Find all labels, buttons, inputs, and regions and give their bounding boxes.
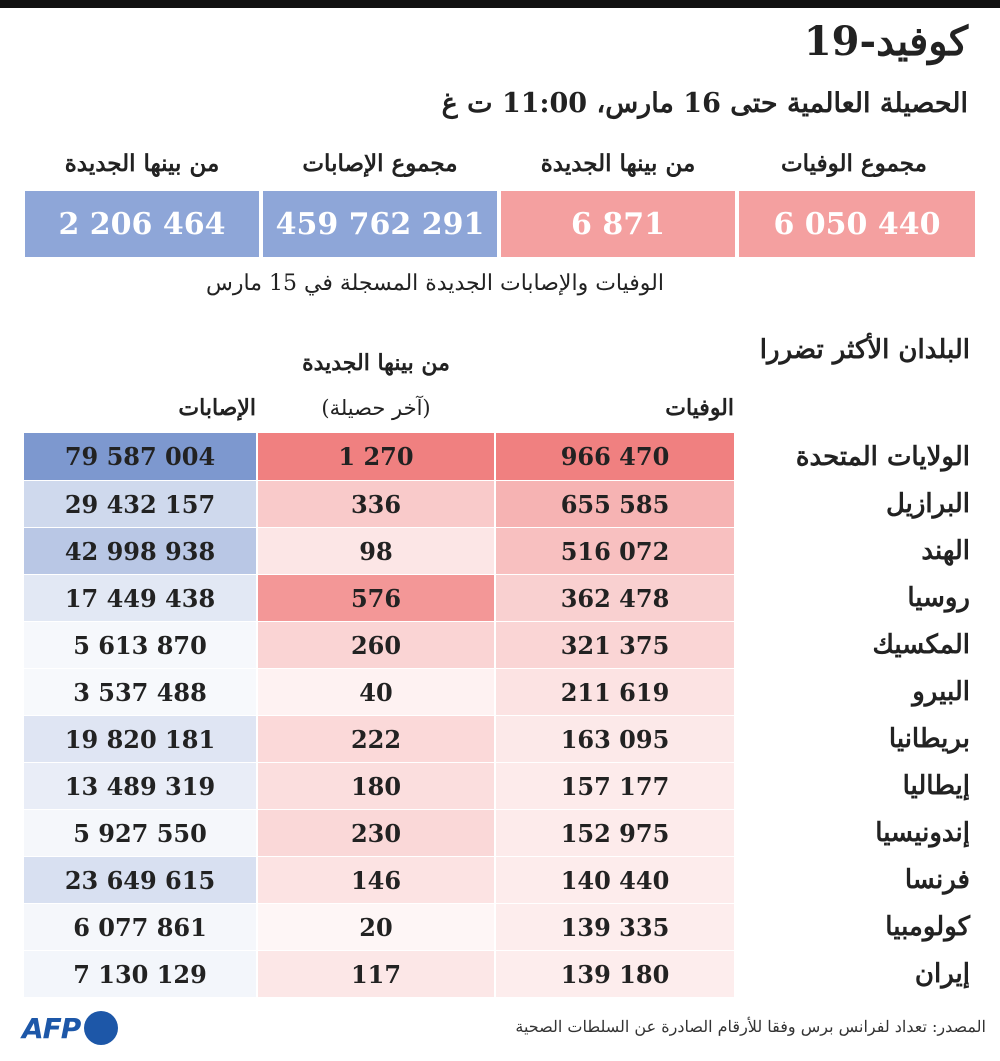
country-name: فرنسا <box>904 864 970 895</box>
new-deaths-cell: 260 <box>258 621 494 668</box>
country-name: البرازيل <box>885 488 970 519</box>
cases-cell: 17 449 438 <box>24 574 256 621</box>
cases-cell: 13 489 319 <box>24 762 256 809</box>
new-deaths-cell: 230 <box>258 809 494 856</box>
deaths-cell: 139 180 <box>496 950 734 997</box>
summary-box-new-cases: 2 206 464 <box>25 191 259 257</box>
country-name: الولايات المتحدة <box>795 441 970 472</box>
cases-cell: 7 130 129 <box>24 950 256 997</box>
cases-cell: 29 432 157 <box>24 480 256 527</box>
cases-cell: 5 613 870 <box>24 621 256 668</box>
deaths-cell: 139 335 <box>496 903 734 950</box>
cases-cell: 5 927 550 <box>24 809 256 856</box>
country-name: الهند <box>921 535 970 566</box>
country-name: إندونيسيا <box>875 817 970 848</box>
logo-dot-icon <box>84 1011 118 1045</box>
summary-label-new-deaths: من بينها الجديدة <box>540 150 696 177</box>
source-note: المصدر: تعداد لفرانس برس وفقا للأرقام الصادرة عن السلطات الصحية <box>515 1017 986 1036</box>
cases-cell: 19 820 181 <box>24 715 256 762</box>
deaths-cell: 321 375 <box>496 621 734 668</box>
column-header-new-deaths: من بينها الجديدة <box>302 350 450 376</box>
section-title: البلدان الأكثر تضررا <box>759 335 970 365</box>
new-deaths-cell: 336 <box>258 480 494 527</box>
new-deaths-cell: 20 <box>258 903 494 950</box>
deaths-cell: 157 177 <box>496 762 734 809</box>
deaths-cell: 211 619 <box>496 668 734 715</box>
new-deaths-cell: 222 <box>258 715 494 762</box>
country-name: روسيا <box>907 582 970 613</box>
summary-label-total-deaths: مجموع الوفيات <box>781 150 927 177</box>
deaths-cell: 362 478 <box>496 574 734 621</box>
country-name: بريطانيا <box>888 723 970 754</box>
deaths-cell: 152 975 <box>496 809 734 856</box>
column-header-deaths: الوفيات <box>665 395 734 421</box>
logo-text: AFP <box>22 1011 81 1045</box>
deaths-cell: 966 470 <box>496 433 734 480</box>
country-name: المكسيك <box>872 629 970 660</box>
cases-cell: 23 649 615 <box>24 856 256 903</box>
summary-label-total-cases: مجموع الإصابات <box>302 150 458 177</box>
country-name: البيرو <box>912 676 970 707</box>
country-name: إيطاليا <box>902 770 970 801</box>
country-name: إيران <box>914 958 970 989</box>
deaths-cell: 163 095 <box>496 715 734 762</box>
new-deaths-cell: 98 <box>258 527 494 574</box>
deaths-cell: 655 585 <box>496 480 734 527</box>
column-subheader-latest: (آخر حصيلة) <box>321 396 431 420</box>
cases-cell: 79 587 004 <box>24 433 256 480</box>
column-header-cases: الإصابات <box>178 395 256 421</box>
new-deaths-cell: 576 <box>258 574 494 621</box>
summary-box-new-deaths: 6 871 <box>501 191 735 257</box>
cases-cell: 3 537 488 <box>24 668 256 715</box>
country-name: كولومبيا <box>885 911 970 942</box>
new-deaths-cell: 146 <box>258 856 494 903</box>
new-deaths-cell: 1 270 <box>258 433 494 480</box>
cases-cell: 6 077 861 <box>24 903 256 950</box>
summary-box-total-cases: 459 762 291 <box>263 191 497 257</box>
summary-box-total-deaths: 6 050 440 <box>739 191 975 257</box>
page-subtitle: الحصيلة العالمية حتى 16 مارس، 11:00 ت غ <box>441 88 968 119</box>
top-bar <box>0 0 1000 8</box>
afp-logo <box>22 1008 118 1048</box>
deaths-cell: 140 440 <box>496 856 734 903</box>
deaths-cell: 516 072 <box>496 527 734 574</box>
page-title: كوفيد-19 <box>803 18 968 65</box>
cases-cell: 42 998 938 <box>24 527 256 574</box>
new-deaths-cell: 40 <box>258 668 494 715</box>
new-deaths-cell: 117 <box>258 950 494 997</box>
summary-label-new-cases: من بينها الجديدة <box>64 150 220 177</box>
summary-note: الوفيات والإصابات الجديدة المسجلة في 15 مارس <box>206 271 664 296</box>
new-deaths-cell: 180 <box>258 762 494 809</box>
